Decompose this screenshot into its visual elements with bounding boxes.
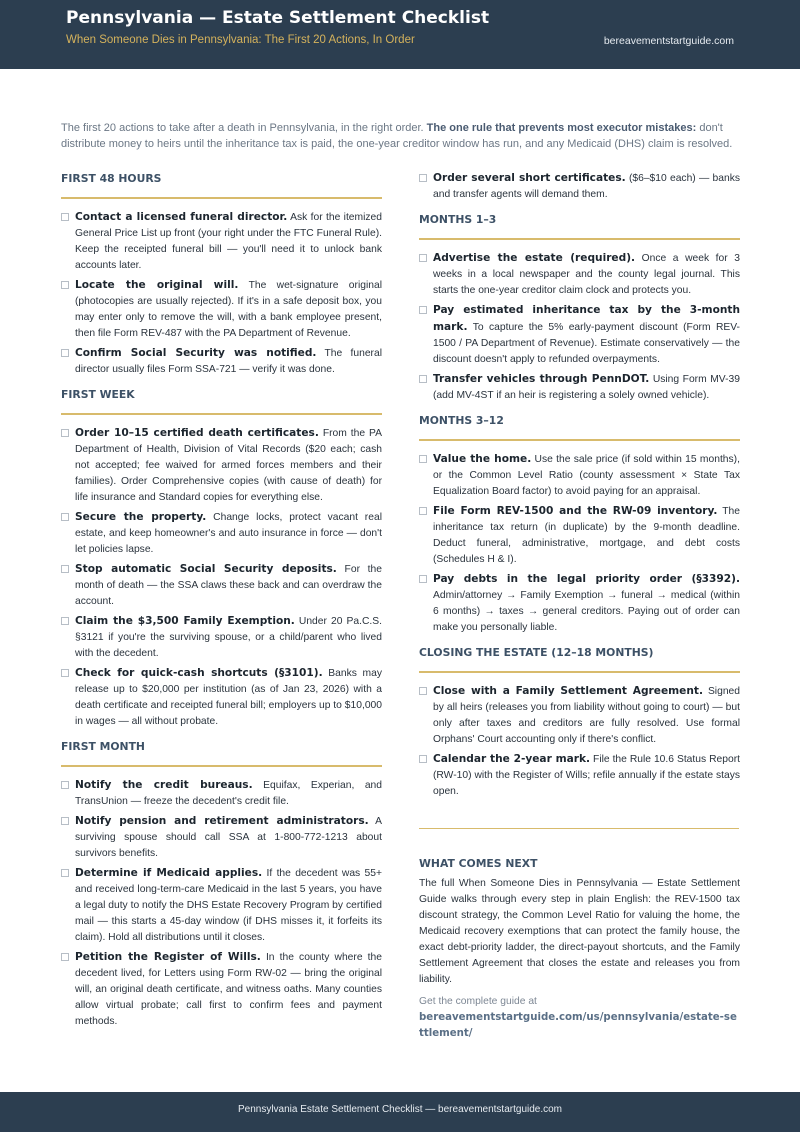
checkbox[interactable]	[61, 213, 69, 221]
checklist-item	[419, 170, 740, 203]
checkbox[interactable]	[61, 953, 69, 961]
item-lead: Check for quick-cash shortcuts (§3101).	[75, 667, 323, 679]
section-divider	[419, 828, 739, 829]
page-footer: Pennsylvania Estate Settlement Checklist — bereavementstartguide.com	[0, 1092, 800, 1132]
whats-next-title: WHAT COMES NEXT	[419, 857, 538, 870]
item-text: The inheritance tax return (in duplicate) by the 9-month deadline. Deduct funeral, administrative, mortgage, and debt costs (Schedules H & I).	[433, 506, 740, 565]
checklist-item	[419, 571, 740, 636]
item-lead: Transfer vehicles through PennDOT.	[433, 373, 650, 385]
checkbox[interactable]	[61, 349, 69, 357]
item-text: Equifax, Experian, and TransUnion — freeze the decedent's credit file.	[75, 780, 382, 807]
checklist-item	[61, 509, 382, 558]
item-text: A surviving spouse should call SSA at 1-800-772-1213 about survivors benefits.	[75, 816, 382, 859]
intro-rule-text: don't distribute money to heirs until the inheritance tax is paid, the one-year creditor window has run, and any Medicaid (DHS) claim is resolved.	[61, 122, 733, 150]
section-title: MONTHS 1–3	[419, 211, 740, 240]
item-lead: File Form REV-1500 and the RW-09 inventory.	[433, 505, 718, 517]
checklist-item	[61, 345, 382, 378]
page-header	[0, 0, 800, 69]
item-text: Using Form MV-39 (add MV-4ST if an heir is registering a solely owned vehicle).	[433, 374, 740, 401]
checklist-item	[61, 665, 382, 730]
left-column	[61, 170, 382, 1038]
section-title: CLOSING THE ESTATE (12–18 MONTHS)	[419, 644, 740, 673]
checkbox[interactable]	[419, 687, 427, 695]
intro-rule-label: The one rule that prevents most executor mistakes:	[426, 122, 697, 134]
item-lead: Petition the Register of Wills.	[75, 951, 261, 963]
item-text: Banks may release up to $20,000 per institution (as of Jan 23, 2026) with a death certificate and receipted funeral bill; employers up to $10,000 in wages — all without probate.	[75, 668, 382, 727]
checkbox[interactable]	[61, 817, 69, 825]
item-text: For the month of death — the SSA claws these back and can overdraw the account.	[75, 564, 382, 607]
item-lead: Notify the credit bureaus.	[75, 779, 253, 791]
checklist-section-first-month	[61, 738, 382, 1030]
intro-text: The first 20 actions to take after a death in Pennsylvania, in the right order.	[61, 122, 424, 134]
item-lead: Order 10–15 certified death certificates.	[75, 427, 319, 439]
checkbox[interactable]	[61, 281, 69, 289]
checklist-item	[61, 277, 382, 342]
checklist-section-first-week	[61, 386, 382, 730]
item-lead: Close with a Family Settlement Agreement.	[433, 685, 703, 697]
checkbox[interactable]	[419, 174, 427, 182]
item-text: If the decedent was 55+ and received long-term-care Medicaid in the last 5 years, you have a legal duty to notify the DHS Estate Recovery Program by certified mail — this starts a 45-day window (if DHS misses it, it forfeits its claim). Hold all distributions until it closes.	[75, 868, 382, 943]
checklist-section-closing-the-estate-12-18-months	[419, 644, 740, 800]
item-lead: Confirm Social Security was notified.	[75, 347, 317, 359]
checklist-section-continued	[419, 170, 740, 203]
checkbox[interactable]	[61, 429, 69, 437]
section-title: MONTHS 3–12	[419, 412, 740, 441]
item-text: Under 20 Pa.C.S. §3121 if you're the surviving spouse, or a child/parent who lived with the decedent.	[75, 616, 382, 659]
checklist-item	[61, 777, 382, 810]
item-lead: Pay debts in the legal priority order (§3392).	[433, 573, 740, 585]
checkbox[interactable]	[61, 513, 69, 521]
checklist-item	[419, 451, 740, 500]
checklist-item	[419, 683, 740, 748]
item-lead: Claim the $3,500 Family Exemption.	[75, 615, 295, 627]
item-lead: Locate the original will.	[75, 279, 239, 291]
item-text: File the Rule 10.6 Status Report (RW-10) with the Register of Wills; refile annually if the estate stays open.	[433, 754, 740, 797]
checklist-section-months-3-12	[419, 412, 740, 636]
checkbox[interactable]	[61, 617, 69, 625]
site-name: bereavementstartguide.com	[603, 35, 734, 47]
checklist-item	[419, 250, 740, 299]
page-subtitle: When Someone Dies in Pennsylvania: The First 20 Actions, In Order	[66, 34, 415, 46]
checkbox[interactable]	[419, 306, 427, 314]
checkbox[interactable]	[419, 507, 427, 515]
whats-next-body: The full When Someone Dies in Pennsylvania — Estate Settlement Guide walks through every step in plain English: the REV-1500 tax discount strategy, the Common Level Ratio for valuing the home, the Medicaid recovery exemptions that can protect the family house, the exact debt-priority ladder, the direct-payout shortcuts, and the Family Settlement Agreement that closes the estate and releases you from liability.	[419, 878, 740, 985]
checkbox[interactable]	[61, 669, 69, 677]
intro-paragraph	[61, 120, 741, 152]
checklist-item	[419, 751, 740, 800]
item-text: In the county where the decedent lived, for Letters using Form RW-02 — bring the original will, an original death certificate, and witness oaths. Many counties allow virtual probate; call first to confirm fees and payment methods.	[75, 952, 382, 1027]
item-text: The wet-signature original (photocopies are usually rejected). If it's in a safe deposit box, you may enter only to remove the will, with a bank employee present, then file Form REV-487 with the PA Department of Revenue.	[75, 280, 383, 339]
item-lead: Order several short certificates.	[433, 172, 626, 184]
item-lead: Value the home.	[433, 453, 532, 465]
checklist-item	[61, 813, 382, 862]
section-title: FIRST 48 HOURS	[61, 170, 382, 199]
item-text: Use the sale price (if sold within 15 months), or the Common Level Ratio (county assessment × State Tax Equalization Board factor) to avoid paying for an appraisal.	[433, 454, 740, 497]
item-lead: Determine if Medicaid applies.	[75, 867, 263, 879]
checklist-item	[61, 613, 382, 662]
checkbox[interactable]	[419, 575, 427, 583]
checkbox[interactable]	[419, 755, 427, 763]
item-text: ($6–$10 each) — banks and transfer agents will demand them.	[433, 173, 740, 200]
checklist-section-first-48-hours	[61, 170, 382, 378]
checklist-item	[61, 425, 382, 506]
checklist-item	[61, 865, 382, 946]
checklist-section-months-1-3	[419, 211, 740, 404]
checklist-item	[61, 209, 382, 274]
item-lead: Calendar the 2-year mark.	[433, 753, 591, 765]
checklist-item	[419, 371, 740, 404]
checkbox[interactable]	[61, 565, 69, 573]
item-text: Admin/attorney → Family Exemption → funeral → medical (within 6 months) → taxes → general creditors. Paying out of order can make you personally liable.	[433, 590, 740, 633]
right-sections	[419, 170, 740, 800]
checklist-item	[61, 949, 382, 1030]
checkbox[interactable]	[419, 455, 427, 463]
item-lead: Advertise the estate (required).	[433, 252, 636, 264]
item-text: From the PA Department of Health, Division of Vital Records ($20 each; cash not accepted; fee waived for armed forces members and their families). Order Comprehensive copies (with cause of death) for life insurance and Standard copies for everything else.	[75, 428, 383, 503]
checklist-item	[419, 503, 740, 568]
page-title: Pennsylvania — Estate Settlement Checklist	[66, 8, 490, 28]
whats-next-cta: Get the complete guide at	[419, 996, 537, 1007]
item-text: To capture the 5% early-payment discount (Form REV-1500 / PA Department of Revenue). Estimate conservatively — the discount doesn't apply to refunded overpayments.	[433, 322, 740, 365]
checkbox[interactable]	[61, 869, 69, 877]
item-text: Once a week for 3 weeks in a local newspaper and the county legal journal. This starts the one-year creditor claim clock and protects you.	[433, 253, 740, 296]
item-lead: Contact a licensed funeral director.	[75, 211, 288, 223]
right-column	[419, 170, 740, 1042]
item-text: Ask for the itemized General Price List up front (your right under the FTC Funeral Rule). Keep the receipted funeral bill — you'll need it to unlock bank accounts later.	[75, 212, 383, 271]
checkbox[interactable]	[419, 375, 427, 383]
checklist-item	[61, 561, 382, 610]
item-text: The funeral director usually files Form SSA-721 — verify it was done.	[75, 348, 382, 375]
whats-next-section	[419, 857, 740, 1042]
item-lead: Stop automatic Social Security deposits.	[75, 563, 337, 575]
checkbox[interactable]	[419, 254, 427, 262]
section-title: FIRST WEEK	[61, 386, 382, 415]
checkbox[interactable]	[61, 781, 69, 789]
item-lead: Pay estimated inheritance tax by the 3-month mark.	[433, 304, 740, 333]
item-text: Change locks, protect vacant real estate, and keep homeowner's and auto insurance in force — don't let policies lapse.	[75, 512, 382, 555]
guide-link[interactable]: bereavementstartguide.com/us/pennsylvania/estate-settlement/	[419, 1012, 737, 1039]
section-title: FIRST MONTH	[61, 738, 382, 767]
checklist-item	[419, 302, 740, 368]
item-text: Signed by all heirs (releases you from liability without going to court) — but only after taxes and creditors are fully resolved. Use formal Orphans' Court accounting only if there's conflict.	[433, 686, 740, 745]
item-lead: Secure the property.	[75, 511, 207, 523]
item-lead: Notify pension and retirement administrators.	[75, 815, 369, 827]
